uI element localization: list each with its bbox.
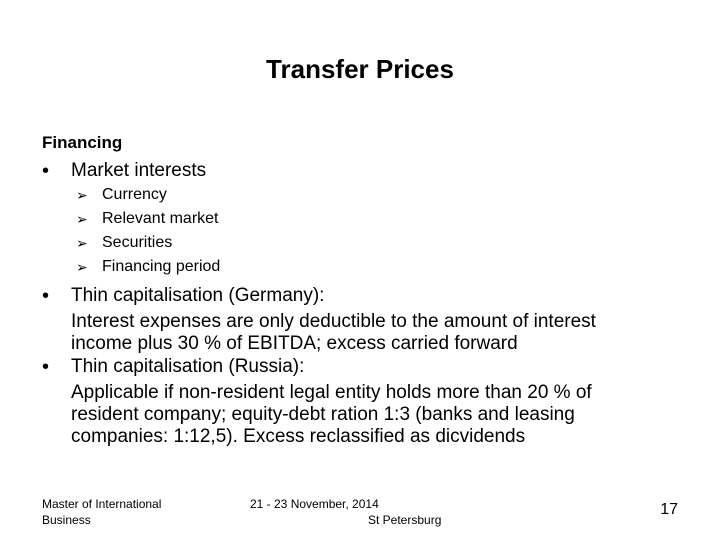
arrow-bullet-icon: ➢ [76, 211, 88, 227]
arrow-bullet-icon: ➢ [76, 235, 88, 251]
bullet-dot-icon: • [42, 160, 50, 182]
sub-item-text: Securities [102, 234, 173, 251]
bullet-text: Thin capitalisation (Russia): [71, 356, 305, 377]
footer-place: St Petersburg [368, 513, 442, 527]
paragraph-germany: Interest expenses are only deductible to the amount of interest income plus 30 % of EBITDA; excess carried forward [71, 311, 596, 354]
slide-title: Transfer Prices [266, 54, 454, 84]
sub-item-text: Financing period [102, 258, 221, 275]
paragraph-russia: Applicable if non-resident legal entity holds more than 20 % of resident company; equity-debt ration 1:3 (banks and leasing companies: 1:12,5). Excess reclassified as dicvidends [71, 382, 592, 447]
section-heading: Financing [42, 133, 123, 152]
bullet-dot-icon: • [42, 285, 50, 307]
footer-program: Master of International Business [42, 497, 162, 527]
bullet-text: Market interests [71, 160, 207, 181]
page-number: 17 [660, 501, 678, 518]
arrow-bullet-icon: ➢ [76, 187, 88, 203]
bullet-dot-icon: • [42, 356, 50, 378]
sub-item-text: Relevant market [102, 210, 219, 227]
sub-item-text: Currency [102, 186, 167, 203]
arrow-bullet-icon: ➢ [76, 259, 88, 275]
bullet-text: Thin capitalisation (Germany): [71, 285, 325, 306]
footer-date: 21 - 23 November, 2014 [250, 497, 379, 511]
